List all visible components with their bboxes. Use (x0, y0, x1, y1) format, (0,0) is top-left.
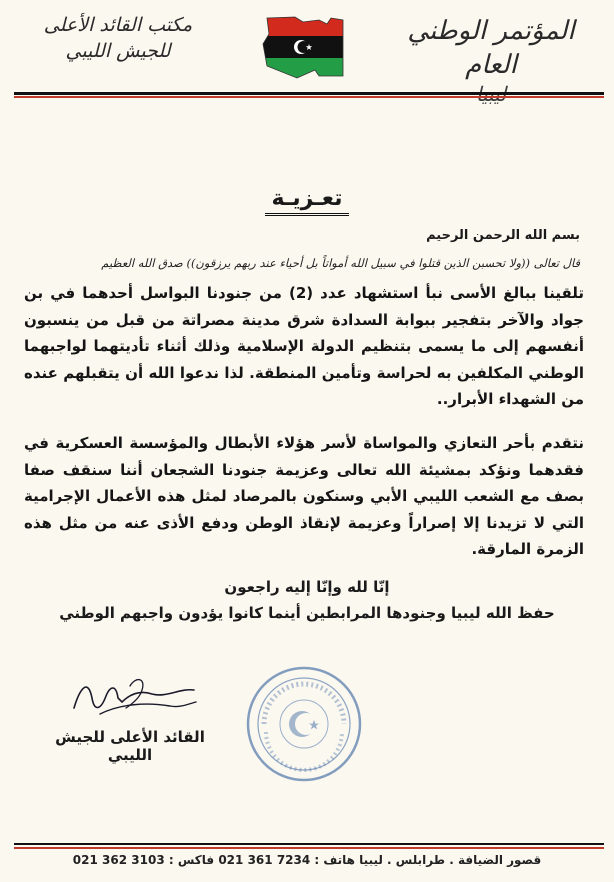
handwritten-signature (70, 668, 200, 728)
closing-blessing: حفظ الله ليبيا وجنودها المرابطين أينما كانوا يؤدون واجبهم الوطني (59, 604, 555, 622)
institution-name: المؤتمر الوطني العام (407, 16, 575, 80)
quran-verse: قال تعالى ((ولا تحسبن الذين قتلوا في سبيل الله أمواتاً بل أحياء عند ربهم يرزقون)) صدق الله العظيم (101, 256, 580, 270)
office-name-line2: للجيش الليبي (65, 40, 171, 62)
paragraph-condolence: نتقدم بأحر التعازي والمواساة لأسر هؤلاء الأبطال والمؤسسة العسكرية في فقدهما ونؤكد بمشيئة الله تعالى وعزيمة جنودنا الشجعان أننا سنقف صفا بصف مع الشعب الليبي الأبي وسنكون بالمرصاد لمثل هذه الأعمال الإجرامية التي لا تزيدنا إلا إصراراً وعزيمة لإنقاذ الوطن ودفع الأذى عنه من مثل هذه الزمرة المارقة. (24, 434, 584, 558)
signatory-title: القائد الأعلى للجيش الليبي (55, 728, 205, 764)
footer-divider-accent (14, 847, 604, 849)
official-stamp-icon (244, 664, 364, 784)
libya-map-emblem-icon (257, 14, 347, 80)
office-header (28, 12, 208, 64)
office-name-line1: مكتب القائد الأعلى (43, 14, 193, 36)
footer-divider (14, 843, 604, 845)
paragraph-announcement: تلقينا ببالغ الأسى نبأ استشهاد عدد (2) من جنودنا البواسل أحدهما في بن جواد والآخر بتفجير ببوابة السدادة شرق مدينة مصراتة من قبل من ينسبون أنفسهم إلى ما يسمى بتنظيم الدولة الإسلامية وذلك أثناء تأديتهما لواجبهما الوطني المكلفين به لحراسة وتأمين المنطقة. لذا ندعوا الله أن يتقبلهم عنده من الشهداء الأبرار.. (24, 284, 584, 408)
closing-prayer: إنّا لله وإنّا إليه راجعون (224, 578, 390, 596)
header-divider (14, 92, 604, 95)
basmala: بسم الله الرحمن الرحيم (426, 228, 580, 243)
footer-contact: قصور الضيافة . طرابلس . ليبيا هاتف : 7234 361 021 فاكس : 3103 362 021 (72, 853, 542, 867)
letter-title: تعـزيـة (0, 186, 614, 211)
header-divider-accent (14, 96, 604, 98)
